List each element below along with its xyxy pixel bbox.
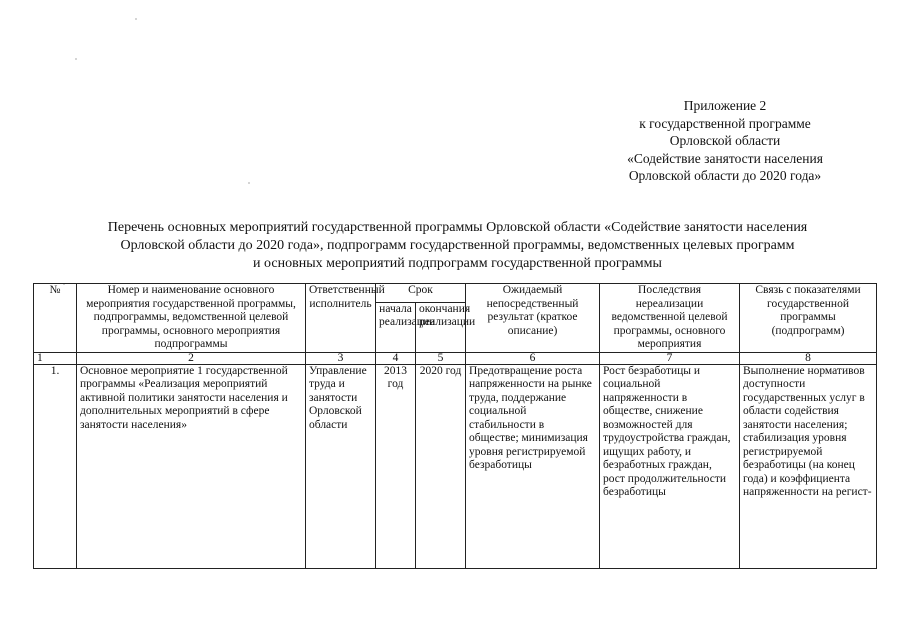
- header-term-end: окончания реализации: [416, 302, 466, 352]
- appendix-line: Орловской области до 2020 года»: [628, 168, 822, 183]
- measures-table: [33, 283, 877, 569]
- scan-speck: [75, 58, 77, 60]
- header-indicator-link: Связь с показателями государственной программы (подпрограмм): [740, 284, 877, 353]
- appendix-note: [575, 97, 875, 185]
- column-number: 6: [466, 352, 600, 364]
- row-number: 1.: [34, 364, 77, 568]
- header-consequences: Последствия нереализации ведомственной целевой программы, основного мероприятия: [600, 284, 740, 353]
- header-num: №: [34, 284, 77, 353]
- title-line: и основных мероприятий подпрограмм государственной программы: [253, 256, 662, 271]
- appendix-line: Орловской области: [669, 133, 781, 148]
- appendix-line: «Содействие занятости населения: [627, 150, 823, 166]
- column-number: 7: [600, 352, 740, 364]
- column-number: 3: [306, 352, 376, 364]
- expected-result: Предотвращение роста напряженности на рынке труда, поддержание социальной стабильности в обществе; минимизация уровня регистрируемой безработицы: [466, 364, 600, 568]
- column-number-row: [34, 352, 877, 364]
- column-number: 4: [376, 352, 416, 364]
- term-end: 2020 год: [416, 364, 466, 568]
- non-implementation-consequences: Рост безработицы и социальной напряженности в обществе, снижение возможностей для трудоустройства граждан, ищущих работу, и безработных граждан, рост продолжительности безработицы: [600, 364, 740, 568]
- title-line: Орловской области до 2020 года», подпрограмм государственной программы, ведомственных целевых программ: [120, 238, 795, 253]
- header-term-start: начала реализации: [376, 302, 416, 352]
- column-number: 5: [416, 352, 466, 364]
- title-line: Перечень основных мероприятий государственной программы Орловской области «Содействие занятости населения: [107, 220, 808, 235]
- header-expected-result: Ожидаемый непосредственный результат (краткое описание): [466, 284, 600, 353]
- header-term: Срок: [376, 284, 466, 303]
- term-start: 2013 год: [376, 364, 416, 568]
- table-row: [34, 364, 877, 568]
- appendix-line: к государственной программе: [639, 115, 811, 131]
- column-number: 1: [34, 352, 77, 364]
- column-number: 2: [77, 352, 306, 364]
- header-executor: Ответственный исполнитель: [306, 284, 376, 353]
- responsible-executor: Управление труда и занятости Орловской области: [306, 364, 376, 568]
- document-title: [40, 219, 875, 273]
- indicator-link: Выполнение нормативов доступности государственных услуг в области содействия занятости населения; стабилизация уровня регистрируемой безработицы (на конец года) и коэффициента напряженности на регист-: [740, 364, 877, 568]
- scan-speck: [135, 18, 137, 20]
- appendix-line: Приложение 2: [683, 98, 767, 113]
- column-number: 8: [740, 352, 877, 364]
- header-name: Номер и наименование основного мероприятия государственной программы, подпрограммы, ведомственной целевой программы, основного мероприятия подпрограммы: [77, 284, 306, 353]
- measure-name: Основное мероприятие 1 государственной программы «Реализация мероприятий активной политики занятости населения и дополнительных мероприятий в сфере занятости населения»: [77, 364, 306, 568]
- scan-speck: [248, 182, 250, 184]
